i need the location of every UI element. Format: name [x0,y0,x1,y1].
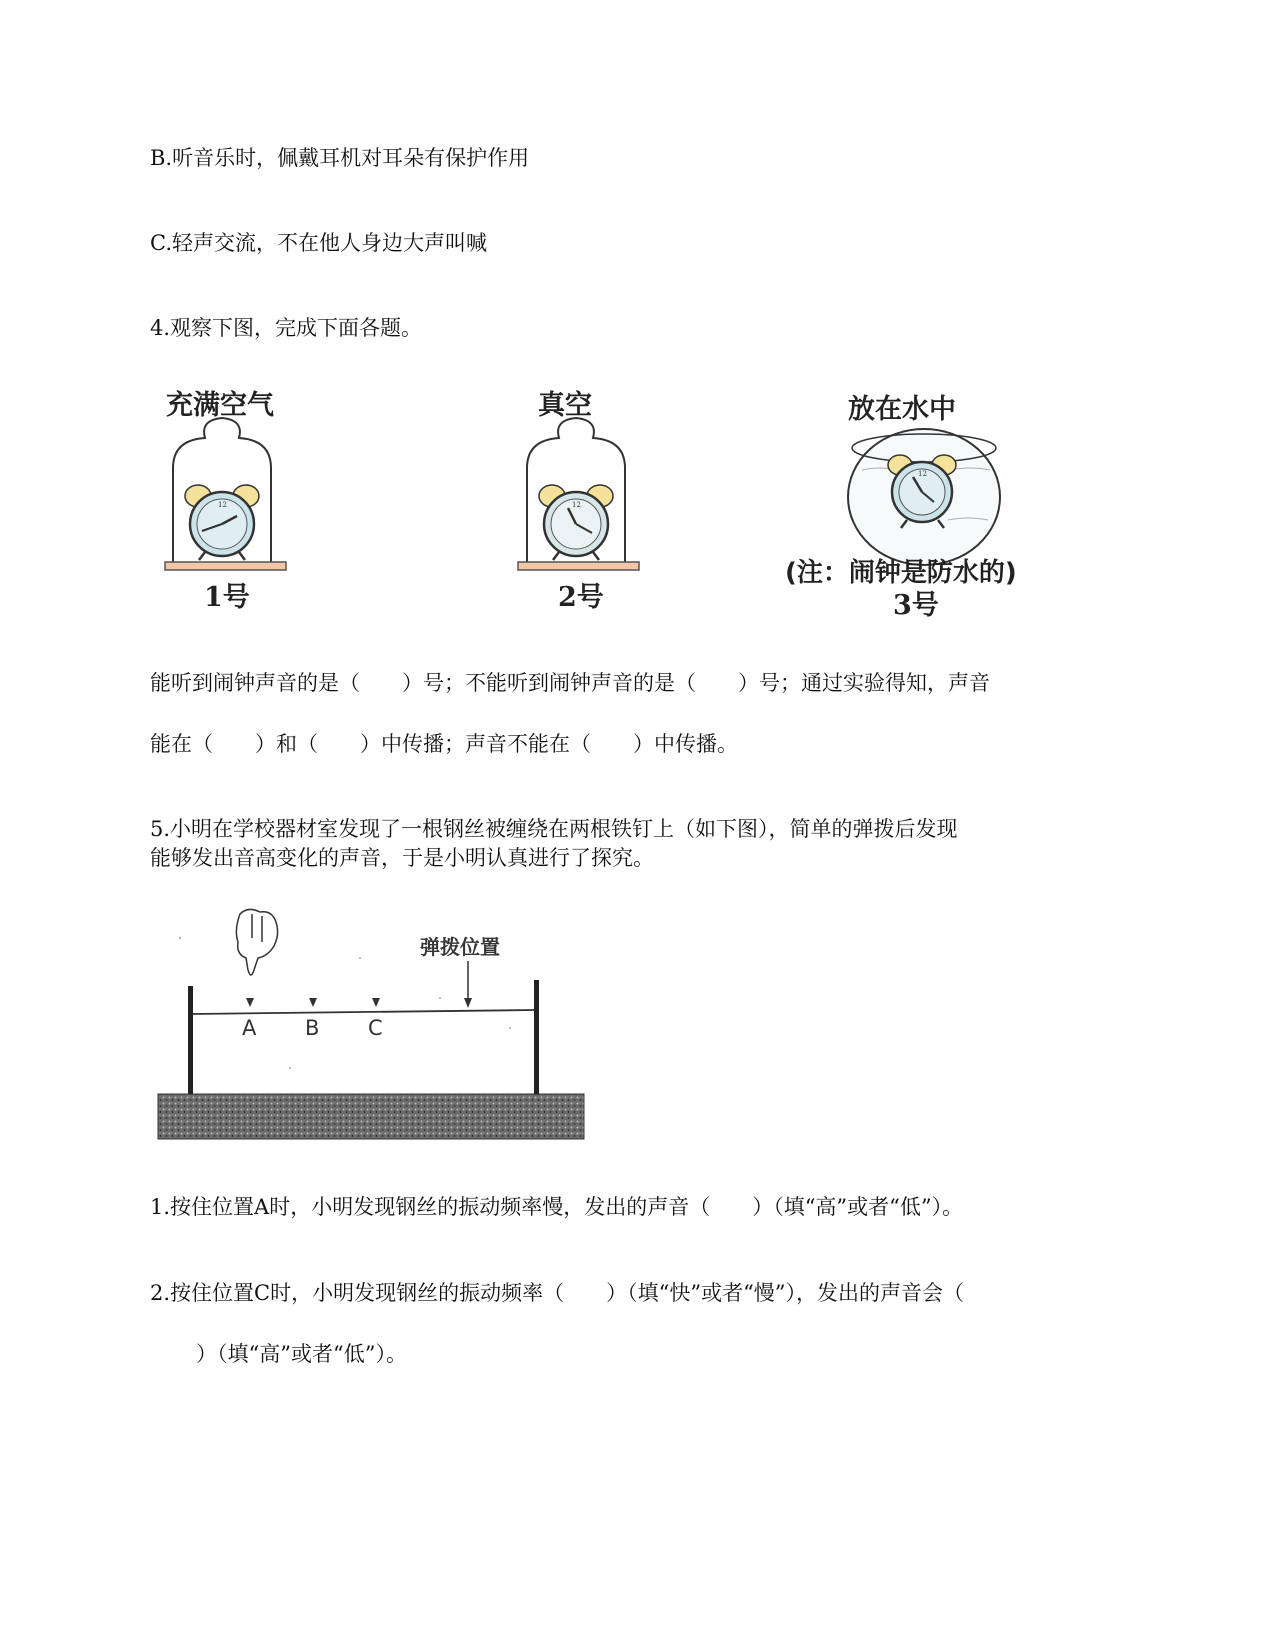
right-nail [534,980,539,1094]
point-b-label: B [305,1016,320,1040]
question-5-intro-2: 能够发出音高变化的声音，于是小明认真进行了探究。 [150,846,654,870]
point-c-label: C [368,1016,383,1040]
svg-text:12: 12 [218,501,227,509]
question-5-sub-2-line-2: ）（填“高”或者“低”）。 [175,1342,407,1366]
question-5-sub-1: 1.按住位置A时，小明发现钢丝的振动频率慢，发出的声音（ ）（填“高”或者“低”）。 [150,1195,964,1219]
option-b: B.听音乐时，佩戴耳机对耳朵有保护作用 [150,146,530,170]
alarm-clock-1 [185,485,259,560]
pointing-hand-icon [236,909,277,975]
point-a-label: A [242,1016,257,1040]
marker-b [309,998,317,1007]
question-4-blank-line-1: 能听到闹钟声音的是（ ）号；不能听到闹钟声音的是（ ）号；通过实验得知，声音 [150,671,990,695]
marker-a [246,998,254,1007]
alarm-clock-2 [539,485,613,560]
marker-c [372,998,380,1007]
option-c: C.轻声交流，不在他人身边大声叫喊 [150,231,487,255]
pluck-position-label: 弹拨位置 [420,935,500,959]
panel-1-label: 充满空气 [166,390,274,421]
panel-3-note: (注：闹钟是防水的) [785,558,1017,588]
panel-1-number: 1号 [204,582,250,613]
question-5-sub-2-line-1: 2.按住位置C时，小明发现钢丝的振动频率（ ）（填“快”或者“慢”），发出的声音会（ [150,1281,965,1305]
steel-wire [193,1010,534,1014]
pluck-arrow [464,998,472,1008]
svg-text:12: 12 [572,501,581,509]
panel-2-label: 真空 [538,390,592,421]
panel-3-label: 放在水中 [848,394,956,425]
ground-block [158,1094,584,1139]
svg-text:12: 12 [918,470,927,478]
question-4-title: 4.观察下图，完成下面各题。 [150,316,423,340]
wire-figure [150,898,610,1148]
question-4-blank-line-2: 能在（ ）和（ ）中传播；声音不能在（ ）中传播。 [150,732,738,756]
left-nail [188,986,193,1094]
base-2 [518,562,639,570]
clock-drawings [0,0,1275,640]
panel-3-number: 3号 [893,590,939,621]
base-1 [165,562,286,570]
question-5-intro-1: 5.小明在学校器材室发现了一根钢丝被缠绕在两根铁钉上（如下图），简单的弹拨后发现 [150,817,958,841]
panel-2-number: 2号 [558,582,604,613]
